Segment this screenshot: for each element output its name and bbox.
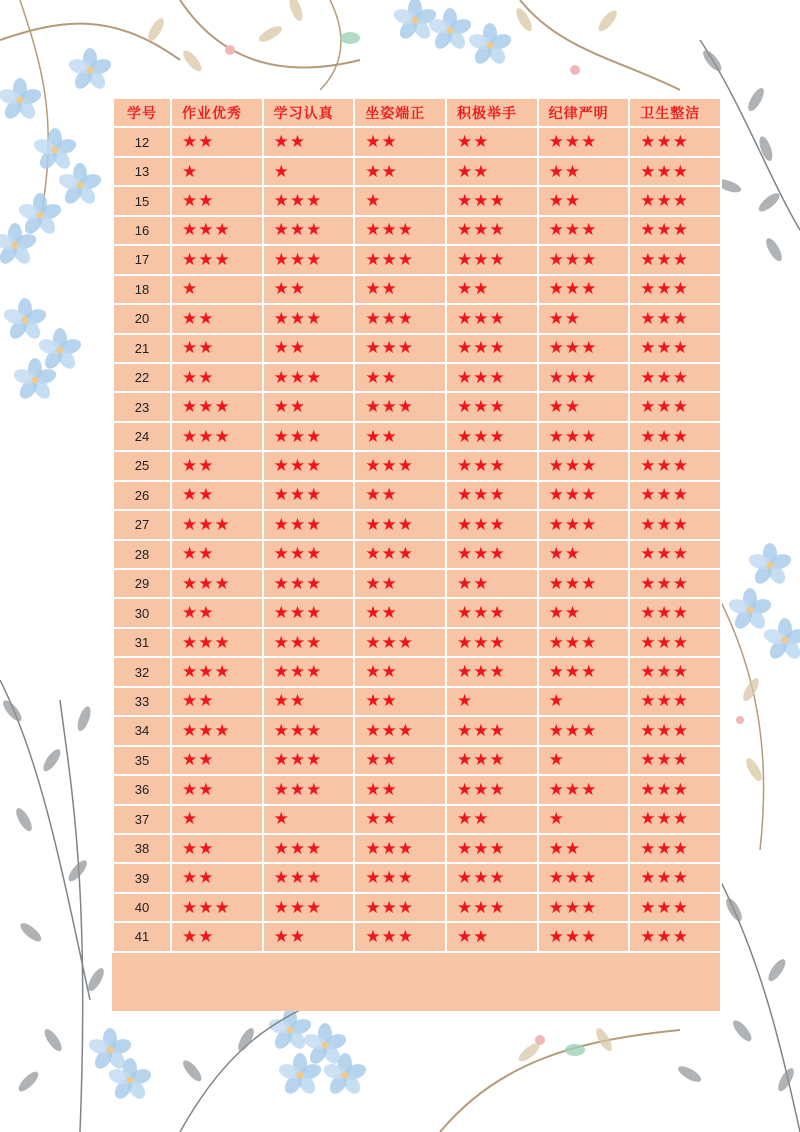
star-rating-cell: ★★★ [629, 216, 721, 245]
star-rating-cell: ★ [171, 805, 263, 834]
table-row [113, 863, 721, 892]
table-row [113, 334, 721, 363]
star-rating-cell: ★★★ [354, 245, 446, 274]
star-rating-cell: ★★ [354, 422, 446, 451]
student-rating-table [112, 97, 722, 953]
star-rating-cell: ★★ [171, 540, 263, 569]
star-rating-cell: ★★ [263, 687, 355, 716]
column-header-student-id: 学号 [113, 98, 171, 127]
student-id-cell: 12 [113, 127, 171, 156]
star-rating-cell: ★★★ [629, 922, 721, 951]
star-rating-cell: ★★★ [263, 863, 355, 892]
star-rating-cell: ★★ [538, 834, 630, 863]
star-rating-cell: ★★ [171, 746, 263, 775]
star-rating-cell: ★★ [354, 775, 446, 804]
student-id-cell: 41 [113, 922, 171, 951]
column-header-homework: 作业优秀 [171, 98, 263, 127]
star-rating-cell: ★★ [354, 805, 446, 834]
student-id-cell: 40 [113, 893, 171, 922]
table-row [113, 451, 721, 480]
table-row [113, 775, 721, 804]
star-rating-cell: ★★ [446, 157, 538, 186]
star-rating-cell: ★★★ [354, 334, 446, 363]
star-rating-cell: ★★ [171, 834, 263, 863]
star-rating-cell: ★★ [171, 127, 263, 156]
star-rating-cell: ★★ [446, 805, 538, 834]
column-header-posture: 坐姿端正 [354, 98, 446, 127]
table-row [113, 510, 721, 539]
star-rating-cell: ★★★ [171, 569, 263, 598]
star-rating-cell: ★★ [446, 569, 538, 598]
student-id-cell: 23 [113, 392, 171, 421]
star-rating-cell: ★★★ [446, 304, 538, 333]
table-row [113, 716, 721, 745]
star-rating-cell: ★★★ [629, 245, 721, 274]
star-rating-cell: ★★ [446, 922, 538, 951]
student-id-cell: 13 [113, 157, 171, 186]
star-rating-cell: ★★★ [629, 863, 721, 892]
student-id-cell: 33 [113, 687, 171, 716]
student-id-cell: 15 [113, 186, 171, 215]
star-rating-cell: ★★★ [538, 510, 630, 539]
star-rating-cell: ★★★ [263, 363, 355, 392]
star-rating-cell: ★★★ [263, 893, 355, 922]
table-row [113, 657, 721, 686]
star-rating-cell: ★★★ [446, 746, 538, 775]
star-rating-cell: ★★★ [263, 598, 355, 627]
star-rating-cell: ★★ [538, 304, 630, 333]
star-rating-cell: ★★★ [446, 628, 538, 657]
column-header-study: 学习认真 [263, 98, 355, 127]
star-rating-cell: ★★ [171, 481, 263, 510]
star-rating-cell: ★★★ [354, 893, 446, 922]
student-id-cell: 22 [113, 363, 171, 392]
star-rating-cell: ★★★ [446, 392, 538, 421]
star-rating-cell: ★★★ [629, 334, 721, 363]
star-rating-cell: ★★ [354, 157, 446, 186]
star-rating-cell: ★★★ [629, 275, 721, 304]
student-id-cell: 29 [113, 569, 171, 598]
star-rating-cell: ★★★ [629, 716, 721, 745]
star-rating-cell: ★★ [354, 746, 446, 775]
star-rating-cell: ★★★ [629, 540, 721, 569]
student-id-cell: 16 [113, 216, 171, 245]
star-rating-cell: ★ [171, 275, 263, 304]
star-rating-cell: ★★★ [538, 422, 630, 451]
star-rating-cell: ★★★ [446, 657, 538, 686]
student-id-cell: 25 [113, 451, 171, 480]
star-rating-cell: ★★★ [629, 481, 721, 510]
star-rating-cell: ★★★ [629, 392, 721, 421]
student-id-cell: 34 [113, 716, 171, 745]
column-header-hygiene: 卫生整洁 [629, 98, 721, 127]
star-rating-cell: ★★★ [171, 893, 263, 922]
star-rating-cell: ★★★ [446, 245, 538, 274]
star-rating-cell: ★★★ [629, 598, 721, 627]
star-rating-cell: ★★★ [263, 304, 355, 333]
star-rating-cell: ★★★ [354, 392, 446, 421]
star-rating-cell: ★★ [171, 186, 263, 215]
star-rating-cell: ★★★ [538, 334, 630, 363]
star-rating-cell: ★★★ [263, 451, 355, 480]
star-rating-cell: ★★★ [263, 657, 355, 686]
star-rating-cell: ★★★ [538, 922, 630, 951]
table-row [113, 598, 721, 627]
star-rating-cell: ★★★ [446, 216, 538, 245]
star-rating-cell: ★ [171, 157, 263, 186]
star-rating-cell: ★★★ [171, 392, 263, 421]
star-rating-cell: ★★★ [538, 893, 630, 922]
star-rating-cell: ★★★ [446, 775, 538, 804]
star-rating-cell: ★★ [354, 687, 446, 716]
table-row [113, 304, 721, 333]
star-rating-cell: ★★★ [629, 157, 721, 186]
star-rating-cell: ★★★ [446, 186, 538, 215]
star-rating-cell: ★★★ [446, 451, 538, 480]
star-rating-cell: ★★★ [629, 893, 721, 922]
star-rating-cell: ★ [263, 805, 355, 834]
star-rating-cell: ★★★ [538, 127, 630, 156]
star-rating-cell: ★★ [171, 775, 263, 804]
star-rating-cell: ★★ [171, 334, 263, 363]
table-row [113, 363, 721, 392]
table-row [113, 216, 721, 245]
star-rating-cell: ★★ [171, 598, 263, 627]
star-rating-cell: ★★★ [629, 422, 721, 451]
table-row [113, 834, 721, 863]
star-rating-cell: ★★ [263, 127, 355, 156]
star-rating-cell: ★★★ [538, 451, 630, 480]
star-rating-cell: ★★ [538, 540, 630, 569]
star-rating-cell: ★★★ [446, 540, 538, 569]
star-rating-cell: ★★★ [446, 863, 538, 892]
star-rating-cell: ★★ [354, 363, 446, 392]
student-id-cell: 37 [113, 805, 171, 834]
table-row [113, 805, 721, 834]
star-rating-cell: ★★★ [629, 127, 721, 156]
star-rating-cell: ★★★ [629, 510, 721, 539]
star-rating-cell: ★★★ [629, 805, 721, 834]
table-row [113, 127, 721, 156]
star-rating-cell: ★ [538, 746, 630, 775]
star-rating-cell: ★★ [538, 598, 630, 627]
star-rating-cell: ★★★ [446, 481, 538, 510]
star-rating-cell: ★★★ [538, 245, 630, 274]
star-rating-cell: ★★★ [354, 510, 446, 539]
table-row [113, 422, 721, 451]
star-rating-cell: ★★ [263, 922, 355, 951]
star-rating-cell: ★★★ [446, 334, 538, 363]
star-rating-cell: ★★★ [538, 275, 630, 304]
star-rating-cell: ★★★ [263, 216, 355, 245]
table-row [113, 157, 721, 186]
star-rating-cell: ★★★ [538, 569, 630, 598]
student-id-cell: 31 [113, 628, 171, 657]
star-rating-cell: ★ [354, 186, 446, 215]
star-rating-cell: ★★ [354, 569, 446, 598]
star-rating-cell: ★★ [354, 598, 446, 627]
star-rating-cell: ★★★ [354, 834, 446, 863]
star-rating-cell: ★★ [171, 363, 263, 392]
star-rating-cell: ★★★ [629, 628, 721, 657]
star-rating-cell: ★★★ [629, 775, 721, 804]
student-id-cell: 36 [113, 775, 171, 804]
star-rating-cell: ★★★ [263, 746, 355, 775]
star-rating-cell: ★★★ [629, 363, 721, 392]
table-header-row [113, 98, 721, 127]
star-rating-cell: ★★★ [263, 834, 355, 863]
star-rating-cell: ★★★ [446, 834, 538, 863]
star-rating-cell: ★★★ [263, 569, 355, 598]
student-id-cell: 35 [113, 746, 171, 775]
star-rating-cell: ★★★ [629, 834, 721, 863]
star-rating-cell: ★★★ [263, 775, 355, 804]
star-rating-cell: ★★ [538, 157, 630, 186]
table-row [113, 275, 721, 304]
star-rating-cell: ★★★ [354, 716, 446, 745]
star-rating-cell: ★★★ [263, 716, 355, 745]
star-rating-cell: ★★★ [629, 186, 721, 215]
star-rating-cell: ★★ [446, 127, 538, 156]
table-body [113, 127, 721, 951]
star-rating-cell: ★★★ [263, 186, 355, 215]
star-rating-cell: ★★★ [538, 363, 630, 392]
student-id-cell: 20 [113, 304, 171, 333]
table-row [113, 746, 721, 775]
table-row [113, 687, 721, 716]
student-id-cell: 17 [113, 245, 171, 274]
star-rating-cell: ★★★ [538, 216, 630, 245]
student-id-cell: 32 [113, 657, 171, 686]
student-id-cell: 39 [113, 863, 171, 892]
star-rating-cell: ★★★ [171, 716, 263, 745]
star-rating-cell: ★★ [171, 922, 263, 951]
table-row [113, 569, 721, 598]
star-rating-cell: ★★★ [354, 304, 446, 333]
star-rating-cell: ★★★ [354, 863, 446, 892]
table-row [113, 922, 721, 951]
star-rating-cell: ★ [538, 805, 630, 834]
star-rating-cell: ★ [538, 687, 630, 716]
star-rating-cell: ★★★ [171, 510, 263, 539]
star-rating-cell: ★★★ [446, 422, 538, 451]
star-rating-cell: ★★★ [354, 540, 446, 569]
star-rating-cell: ★★ [538, 392, 630, 421]
star-rating-cell: ★★ [354, 275, 446, 304]
table-row [113, 481, 721, 510]
table-row [113, 186, 721, 215]
table-row [113, 245, 721, 274]
table-row [113, 392, 721, 421]
star-rating-cell: ★★★ [354, 922, 446, 951]
star-rating-cell: ★★★ [354, 216, 446, 245]
star-rating-cell: ★★ [354, 481, 446, 510]
star-rating-cell: ★★★ [538, 481, 630, 510]
student-id-cell: 26 [113, 481, 171, 510]
star-rating-cell: ★ [446, 687, 538, 716]
star-rating-cell: ★★ [171, 304, 263, 333]
star-rating-cell: ★★ [263, 275, 355, 304]
star-rating-cell: ★★ [538, 186, 630, 215]
star-rating-cell: ★★★ [263, 245, 355, 274]
star-rating-cell: ★★ [446, 275, 538, 304]
star-rating-cell: ★★★ [446, 363, 538, 392]
star-rating-cell: ★★★ [446, 510, 538, 539]
student-id-cell: 18 [113, 275, 171, 304]
star-rating-cell: ★★ [263, 334, 355, 363]
star-rating-cell: ★★★ [263, 481, 355, 510]
table-row [113, 628, 721, 657]
student-id-cell: 38 [113, 834, 171, 863]
star-rating-cell: ★★★ [171, 216, 263, 245]
column-header-discipline: 纪律严明 [538, 98, 630, 127]
star-rating-cell: ★★★ [354, 628, 446, 657]
star-rating-cell: ★★★ [538, 716, 630, 745]
star-rating-cell: ★★★ [263, 510, 355, 539]
star-rating-cell: ★★★ [171, 422, 263, 451]
student-id-cell: 27 [113, 510, 171, 539]
student-id-cell: 24 [113, 422, 171, 451]
star-rating-cell: ★★★ [629, 451, 721, 480]
star-rating-cell: ★★★ [446, 893, 538, 922]
star-rating-cell: ★★ [263, 392, 355, 421]
table-row [113, 893, 721, 922]
column-header-participation: 积极举手 [446, 98, 538, 127]
star-rating-cell: ★★★ [538, 628, 630, 657]
star-rating-cell: ★★★ [629, 657, 721, 686]
star-rating-cell: ★★★ [629, 687, 721, 716]
student-id-cell: 28 [113, 540, 171, 569]
star-rating-cell: ★★★ [171, 628, 263, 657]
star-rating-cell: ★★★ [629, 569, 721, 598]
student-id-cell: 21 [113, 334, 171, 363]
star-rating-cell: ★★★ [446, 716, 538, 745]
table-row [113, 540, 721, 569]
star-rating-cell: ★★ [171, 687, 263, 716]
star-rating-cell: ★★★ [263, 540, 355, 569]
star-rating-cell: ★ [263, 157, 355, 186]
star-rating-cell: ★★★ [629, 746, 721, 775]
star-rating-cell: ★★ [354, 127, 446, 156]
star-rating-cell: ★★★ [354, 451, 446, 480]
star-rating-cell: ★★★ [538, 657, 630, 686]
star-rating-cell: ★★ [171, 863, 263, 892]
star-rating-cell: ★★★ [171, 245, 263, 274]
star-rating-cell: ★★★ [538, 863, 630, 892]
star-rating-cell: ★★ [354, 657, 446, 686]
star-rating-cell: ★★★ [446, 598, 538, 627]
student-id-cell: 30 [113, 598, 171, 627]
star-rating-cell: ★★ [171, 451, 263, 480]
star-rating-cell: ★★★ [263, 422, 355, 451]
star-rating-cell: ★★★ [263, 628, 355, 657]
star-rating-cell: ★★★ [538, 775, 630, 804]
star-rating-cell: ★★★ [629, 304, 721, 333]
star-rating-cell: ★★★ [171, 657, 263, 686]
